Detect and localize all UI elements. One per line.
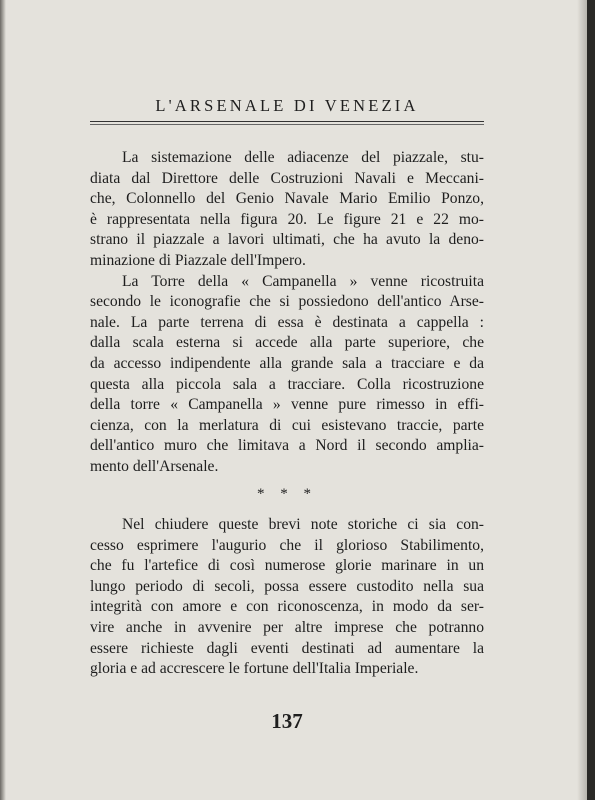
text-line: è rappresentata nella figura 20. Le figure 21 e 22 mo-	[90, 210, 484, 228]
text-line: essere richieste dagli eventi destinati ad aumentare la	[90, 639, 484, 657]
page-number: 137	[271, 709, 303, 733]
text-line: diata dal Direttore delle Costruzioni Navali e Meccani-	[90, 169, 484, 187]
text-line: dalla scala esterna si accede alla parte superiore, che	[90, 334, 484, 352]
paragraph-1	[90, 148, 484, 272]
text-line: questa alla piccola sala a tracciare. Colla ricostruzione	[90, 375, 484, 393]
text-line: minazione di Piazzale dell'Impero.	[90, 251, 306, 269]
text-line: cienza, con la merlatura di cui esistevano traccie, parte	[90, 416, 484, 434]
text-line: lungo periodo di secoli, possa essere custodito nella sua	[90, 577, 484, 595]
text-line: vire anche in avvenire per altre imprese che potranno	[90, 619, 484, 637]
paragraph-2	[90, 272, 484, 478]
text-line: che, Colonnello del Genio Navale Mario Emilio Ponzo,	[90, 190, 484, 208]
text-line: nale. La parte terrena di essa è destinata a cappella :	[90, 313, 484, 331]
text-line: La sistemazione delle adiacenze del piazzale, stu-	[122, 149, 484, 166]
text-line: Nel chiudere queste brevi note storiche ci sia con-	[122, 516, 484, 534]
text-line: che fu l'artefice di così numerose glorie marinare in un	[90, 557, 484, 575]
text-line: La Torre della « Campanella » venne ricostruita	[122, 272, 484, 290]
text-line: gloria e ad accrescere le fortune dell'Italia Imperiale.	[90, 660, 419, 678]
text-line: secondo le iconografie che si possiedono dell'antico Arse-	[90, 293, 484, 311]
text-line: strano il piazzale a lavori ultimati, che ha avuto la deno-	[90, 231, 484, 249]
section-separator: * * *	[257, 485, 317, 502]
text-line: da accesso indipendente alla grande sala a tracciare e da	[90, 354, 484, 372]
text-line: mento dell'Arsenale.	[90, 457, 219, 475]
text-line: cesso esprimere l'augurio che il glorioso Stabilimento,	[90, 536, 484, 554]
paragraph-3	[90, 515, 484, 680]
body-text	[90, 148, 484, 680]
header-rule-thin	[90, 124, 484, 125]
header-rule	[90, 121, 484, 122]
running-title: L'ARSENALE DI VENEZIA	[155, 96, 419, 115]
text-line: della torre « Campanella » venne pure rimesso in effi-	[90, 396, 484, 414]
text-line: integrità con amore e con riconoscenza, in modo da ser-	[90, 598, 484, 616]
text-line: dell'antico muro che limitava a Nord il secondo amplia-	[90, 437, 484, 455]
